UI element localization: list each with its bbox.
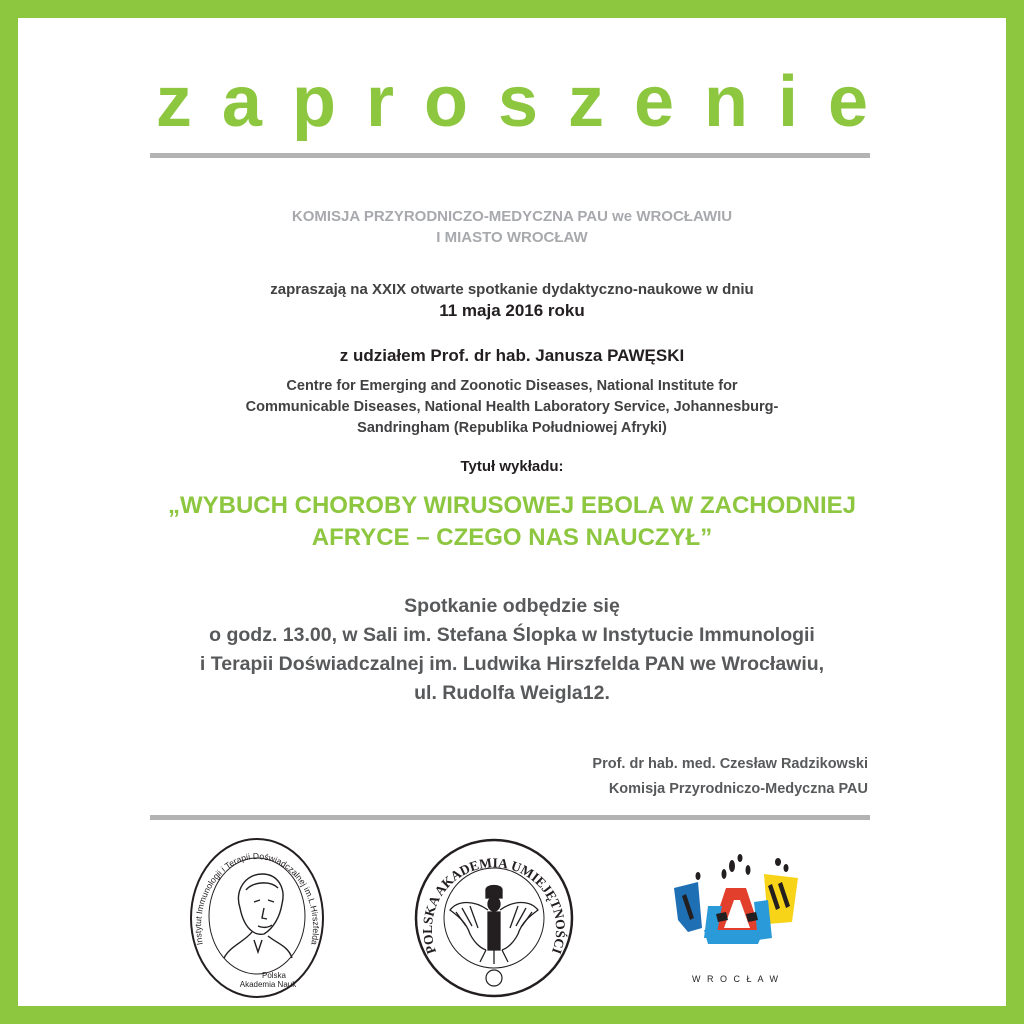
event-date: 11 maja 2016 roku [439,301,585,320]
organizers-line-1: KOMISJA PRZYRODNICZO-MEDYCZNA PAU we WROCŁAWIU [291,208,733,225]
speaker-affiliation [180,376,844,439]
wroclaw-logo [668,854,804,994]
lecture-label: Tytuł wykładu: [460,458,564,475]
venue-line-2: o godz. 13.00, w Sali im. Stefana Ślopka w Instytucie Immunologii [209,624,815,646]
venue-line-4: ul. Rudolfa Weigla12. [414,682,610,704]
affiliation-line-3: Sandringham (Republika Południowej Afryki) [357,420,667,436]
signature-block [592,752,868,802]
wroclaw-caption: W R O C Ł A W [691,974,781,984]
lecture-title-line-2: AFRYCE – CZEGO NAS NAUCZYŁ” [311,524,713,551]
signature-name: Prof. dr hab. med. Czesław Radzikowski [592,756,868,772]
organizers-line-2: I MIASTO WROCŁAW [436,229,588,246]
pau-seal-logo [414,838,574,998]
venue-line-1: Spotkanie odbędzie się [404,595,620,617]
eagle-icon [450,886,538,965]
athena-medallion-icon [486,970,502,986]
affiliation-line-2: Communicable Diseases, National Health Laboratory Service, Johannesburg- [245,399,779,415]
guest-speaker: z udziałem Prof. dr hab. Janusza PAWĘSKI [339,346,685,365]
lecture-title-line-1: „WYBUCH CHOROBY WIRUSOWEJ EBOLA W ZACHODNIEJ [167,492,856,519]
venue-line-3: i Terapii Doświadczalnej im. Ludwika Hirszfelda PAN we Wrocławiu, [199,653,825,675]
institute-bottom-line-1: Polska [261,971,287,980]
institute-logo [188,836,326,1000]
venue-details [100,592,924,708]
invitation-heading: zaproszenie [155,62,899,142]
portrait-icon [224,874,292,958]
invitation-intro [0,279,1024,321]
bottom-divider [150,815,870,820]
top-divider [150,153,870,158]
organizers [0,206,1024,248]
svg-text:Instytut Immunologii i Terapii [193,851,321,946]
institute-arc-text: Instytut Immunologii i Terapii Doświadczalnej im.L.Hirszfelda [192,850,322,946]
affiliation-line-1: Centre for Emerging and Zoonotic Diseases, National Institute for [286,378,738,394]
intro-text: zapraszają na XXIX otwarte spotkanie dydaktyczno-naukowe w dniu [270,281,754,298]
lecture-title [100,490,924,554]
signature-org: Komisja Przyrodniczo-Medyczna PAU [608,781,868,797]
wroclaw-city-mark-icon [674,854,798,944]
pau-arc-text: POLSKA AKADEMIA UMIEJĘTNOŚCI [419,855,569,957]
institute-bottom-line-2: Akademia Nauk [239,980,297,989]
